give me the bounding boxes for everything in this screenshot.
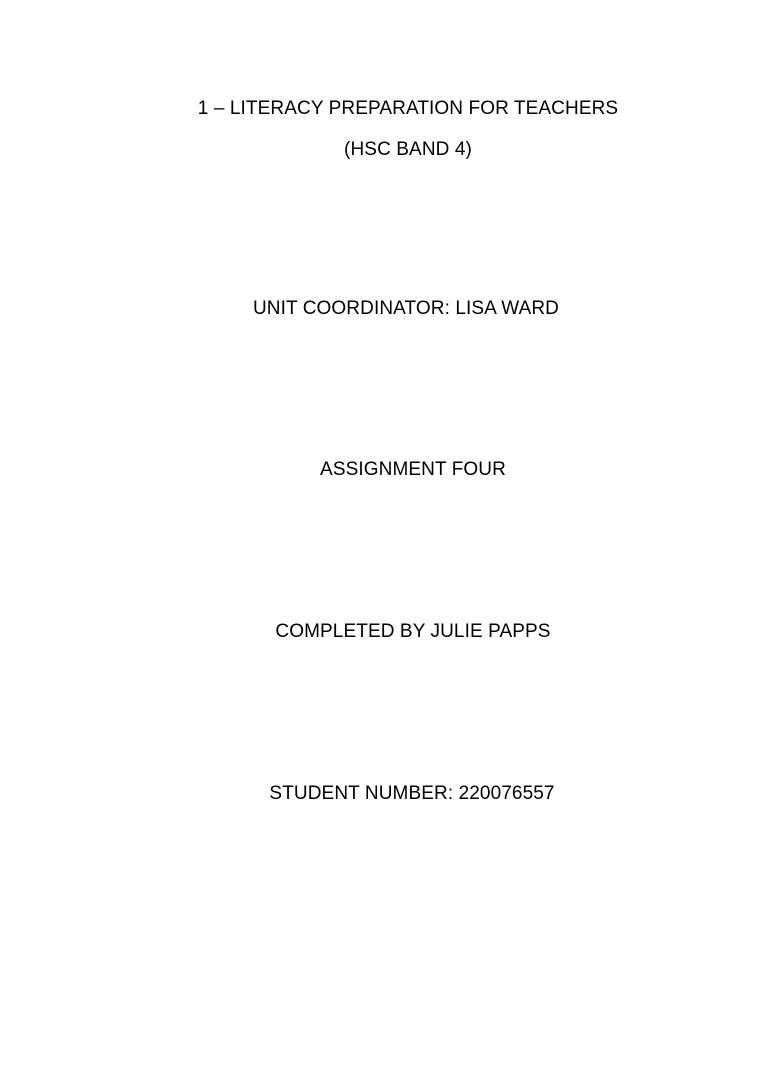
course-title: 1 – LITERACY PREPARATION FOR TEACHERS <box>197 98 619 119</box>
completed-by: COMPLETED BY JULIE PAPPS <box>275 621 551 642</box>
course-subtitle: (HSC BAND 4) <box>344 139 472 160</box>
student-number: STUDENT NUMBER: 220076557 <box>269 783 555 804</box>
assignment-title: ASSIGNMENT FOUR <box>320 459 506 480</box>
unit-coordinator: UNIT COORDINATOR: LISA WARD <box>252 298 560 319</box>
